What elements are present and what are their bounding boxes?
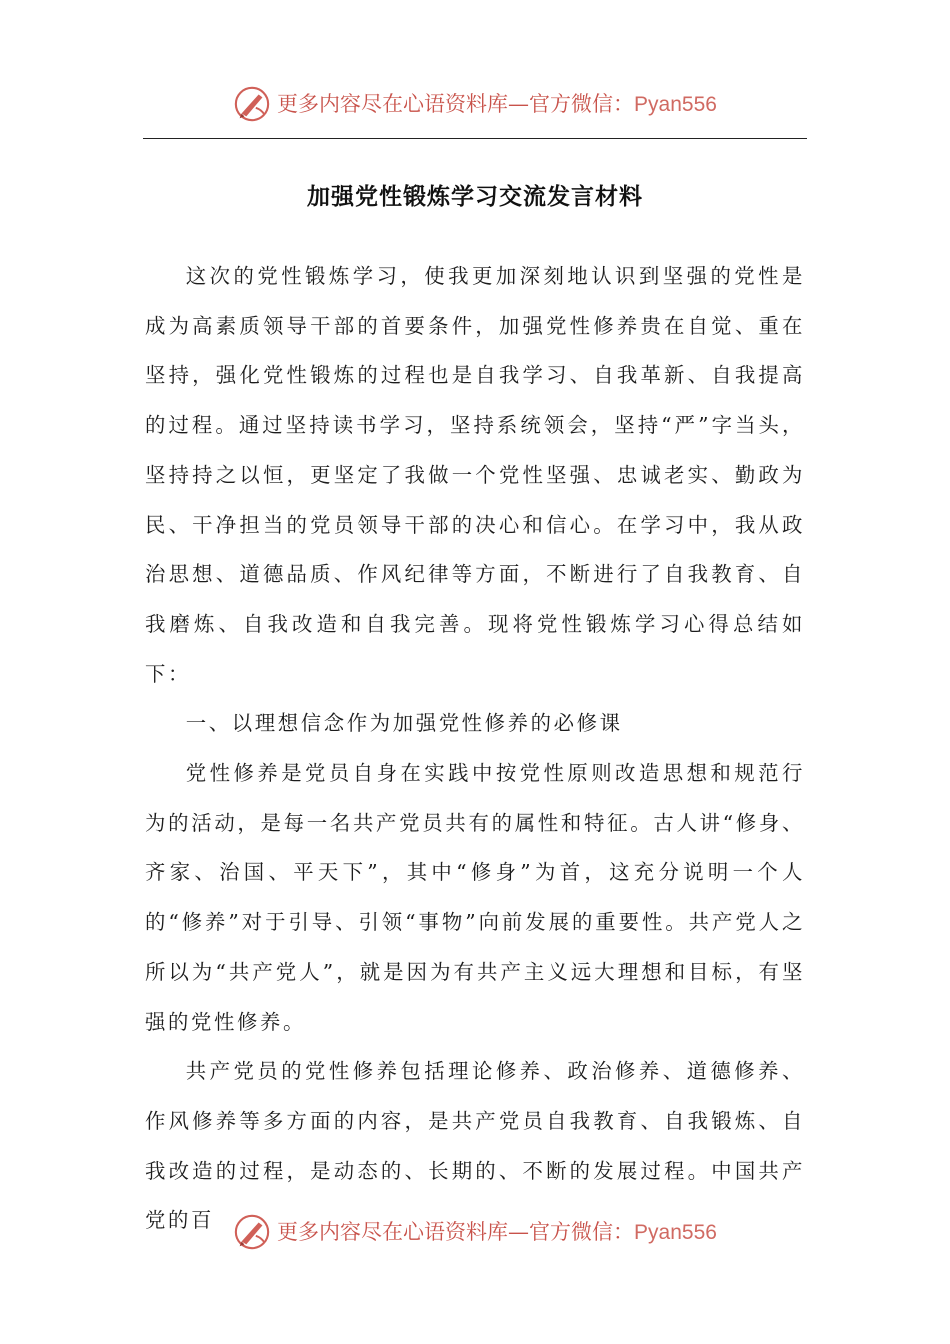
- header-divider: [143, 138, 807, 139]
- pen-logo-icon: [233, 85, 271, 123]
- paragraph-intro: 这次的党性锻炼学习，使我更加深刻地认识到坚强的党性是成为高素质领导干部的首要条件，加强党性修养贵在自觉、重在坚持，强化党性锻炼的过程也是自我学习、自我革新、自我提高的过程。通过坚持读书学习，坚持系统领会，坚持“严”字当头，坚持持之以恒，更坚定了我做一个党性坚强、忠诚老实、勤政为民、干净担当的党员领导干部的决心和信心。在学习中，我从政治思想、道德品质、作风纪律等方面，不断进行了自我教育、自我磨炼、自我改造和自我完善。现将党性锻炼学习心得总结如下：: [145, 264, 805, 686]
- header-watermark: [0, 84, 950, 124]
- watermark-text: 更多内容尽在心语资料库—官方微信：Pyan556: [277, 1219, 717, 1244]
- section-heading-1: 一、以理想信念作为加强党性修养的必修课: [185, 711, 623, 736]
- pen-logo-icon: [233, 1213, 271, 1251]
- wechat-handle: Pyan556: [634, 1220, 717, 1244]
- document-body: [145, 252, 805, 1246]
- paragraph-cultivation-content: 共产党员的党性修养包括理论修养、政治修养、道德修养、作风修养等多方面的内容，是共产党员自我教育、自我锻炼、自我改造的过程，是动态的、长期的、不断的发展过程。中国共产党的百: [145, 1059, 805, 1233]
- document-title: 加强党性锻炼学习交流发言材料: [307, 183, 643, 210]
- footer-watermark: [0, 1212, 950, 1252]
- wechat-handle: Pyan556: [634, 92, 717, 116]
- paragraph-party-cultivation: 党性修养是党员自身在实践中按党性原则改造思想和规范行为的活动，是每一名共产党员共有的属性和特征。古人讲“修身、齐家、治国、平天下”，其中“修身”为首，这充分说明一个人的“修养”对于引导、引领“事物”向前发展的重要性。共产党人之所以为“共产党人”，就是因为有共产主义远大理想和目标，有坚强的党性修养。: [145, 761, 805, 1034]
- watermark-text: 更多内容尽在心语资料库—官方微信：Pyan556: [277, 91, 717, 116]
